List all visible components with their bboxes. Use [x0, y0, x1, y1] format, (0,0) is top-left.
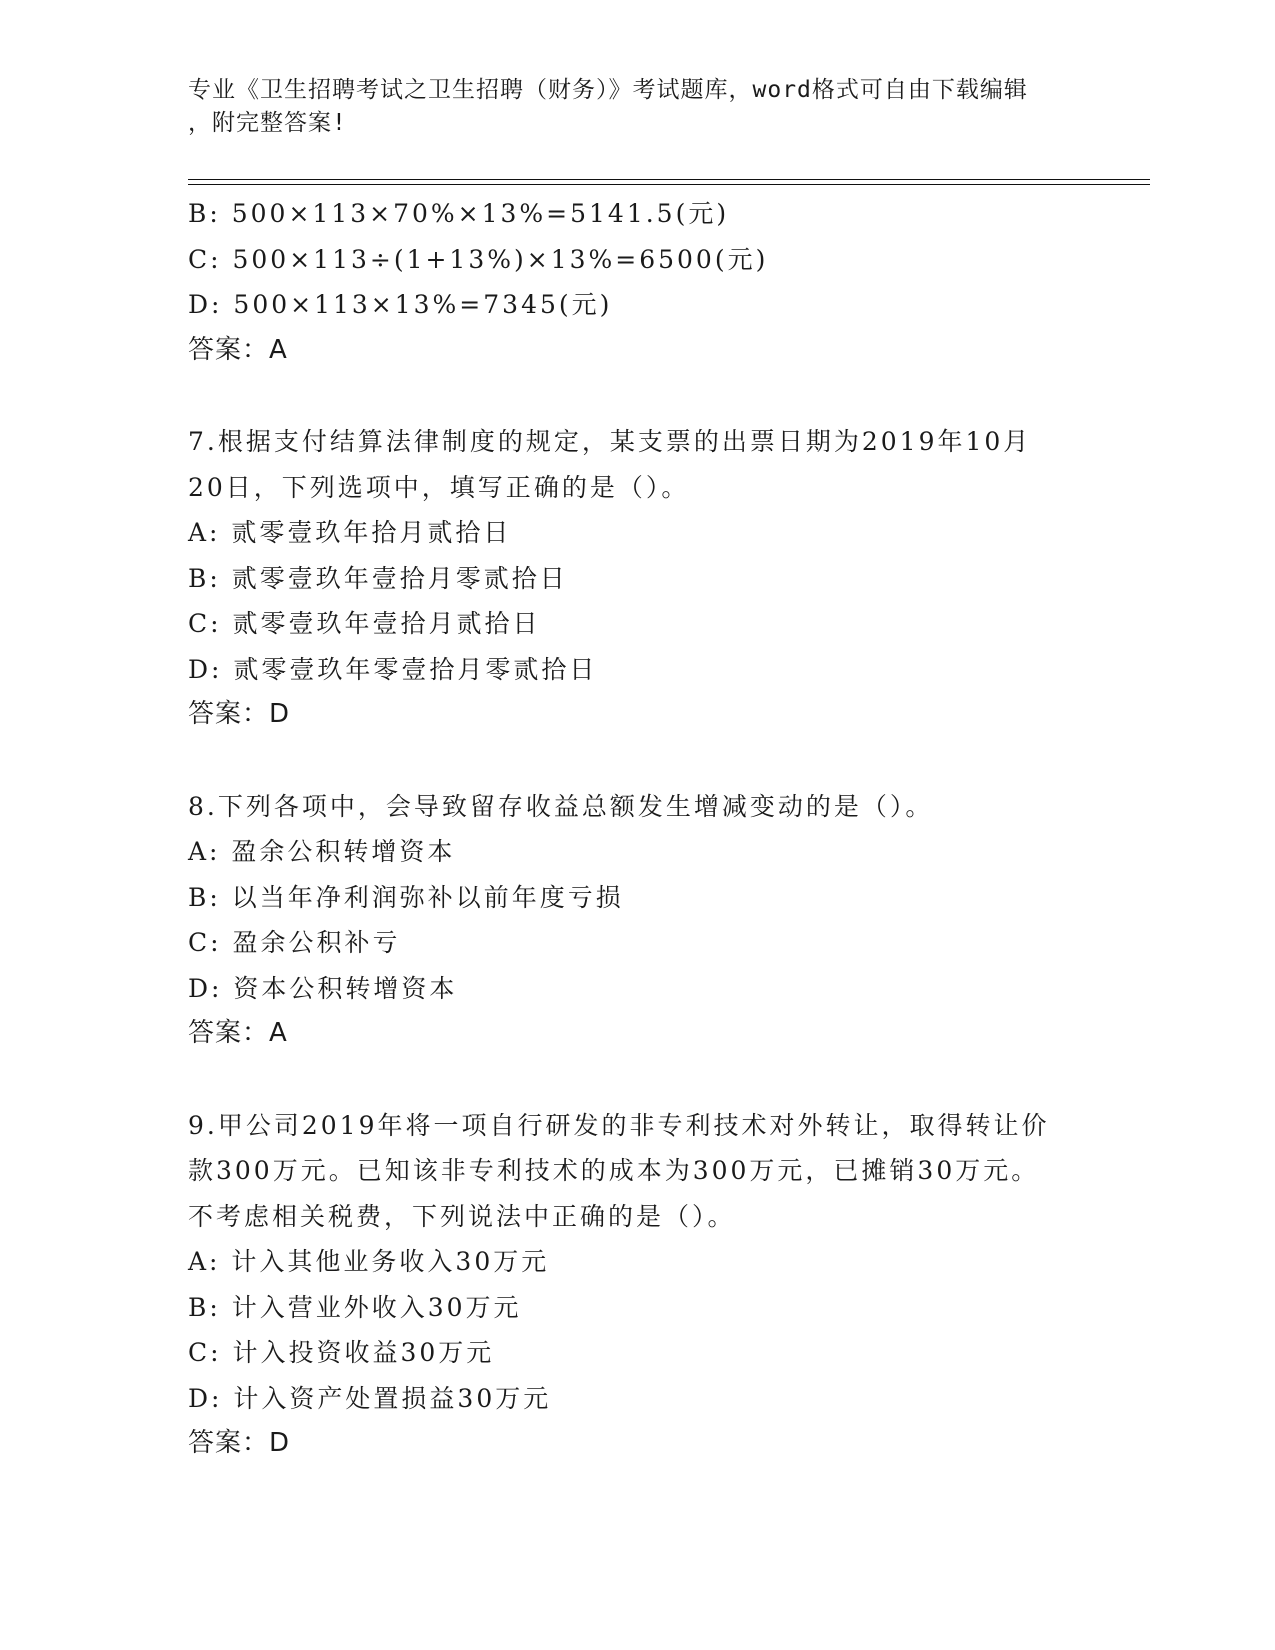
- header-line-1: 专业《卫生招聘考试之卫生招聘（财务）》考试题库，word格式可自由下载编辑: [188, 77, 1028, 103]
- option-c: C: 500×113÷(1+13%)×13%=6500(元): [188, 244, 769, 274]
- option-a: A: 贰零壹玖年拾月贰拾日: [188, 518, 512, 547]
- header-divider-top: [188, 179, 1150, 180]
- question-9: [188, 1103, 1088, 1467]
- question-6-continued: [188, 191, 1088, 373]
- option-a: A: 计入其他业务收入30万元: [188, 1247, 550, 1276]
- spacer: [188, 738, 1088, 784]
- question-stem-line: 9.甲公司2019年将一项自行研发的非专利技术对外转让，取得转让价: [188, 1110, 1050, 1140]
- question-stem-line: 20日，下列选项中，填写正确的是（）。: [188, 472, 690, 502]
- question-stem-line: 款300万元。已知该非专利技术的成本为300万元，已摊销30万元。: [188, 1156, 1040, 1185]
- option-c: C: 盈余公积补亏: [188, 928, 401, 957]
- option-d: D: 计入资产处置损益30万元: [188, 1383, 552, 1413]
- option-c: C: 计入投资收益30万元: [188, 1338, 495, 1367]
- question-stem-line: 不考虑相关税费，下列说法中正确的是（）。: [188, 1201, 736, 1231]
- question-stem-line: 8.下列各项中，会导致留存收益总额发生增减变动的是（）。: [188, 791, 934, 821]
- spacer: [188, 1057, 1088, 1103]
- answer: 答案：D: [188, 1428, 291, 1458]
- option-b: B: 500×113×70%×13%=5141.5(元): [188, 199, 730, 228]
- option-b: B: 计入营业外收入30万元: [188, 1292, 522, 1322]
- option-d: D: 贰零壹玖年零壹拾月零贰拾日: [188, 654, 598, 684]
- spacer: [188, 373, 1088, 419]
- option-c: C: 贰零壹玖年壹拾月贰拾日: [188, 609, 541, 638]
- answer: 答案：D: [188, 699, 291, 729]
- option-a: A: 盈余公积转增资本: [188, 837, 456, 866]
- option-d: D: 500×113×13%=7345(元): [188, 290, 613, 319]
- answer: 答案：A: [188, 334, 288, 365]
- document-body: [188, 191, 1088, 1467]
- option-b: B: 以当年净利润弥补以前年度亏损: [188, 882, 624, 912]
- document-header: [188, 74, 1088, 140]
- option-d: D: 资本公积转增资本: [188, 973, 458, 1003]
- header-divider-bottom: [188, 184, 1150, 185]
- question-8: [188, 784, 1088, 1057]
- answer: 答案：A: [188, 1018, 288, 1048]
- option-b: B: 贰零壹玖年壹拾月零贰拾日: [188, 563, 568, 593]
- question-7: [188, 419, 1088, 738]
- question-stem-line: 7.根据支付结算法律制度的规定，某支票的出票日期为2019年10月: [188, 427, 1032, 456]
- header-line-2: ，附完整答案!: [188, 110, 347, 136]
